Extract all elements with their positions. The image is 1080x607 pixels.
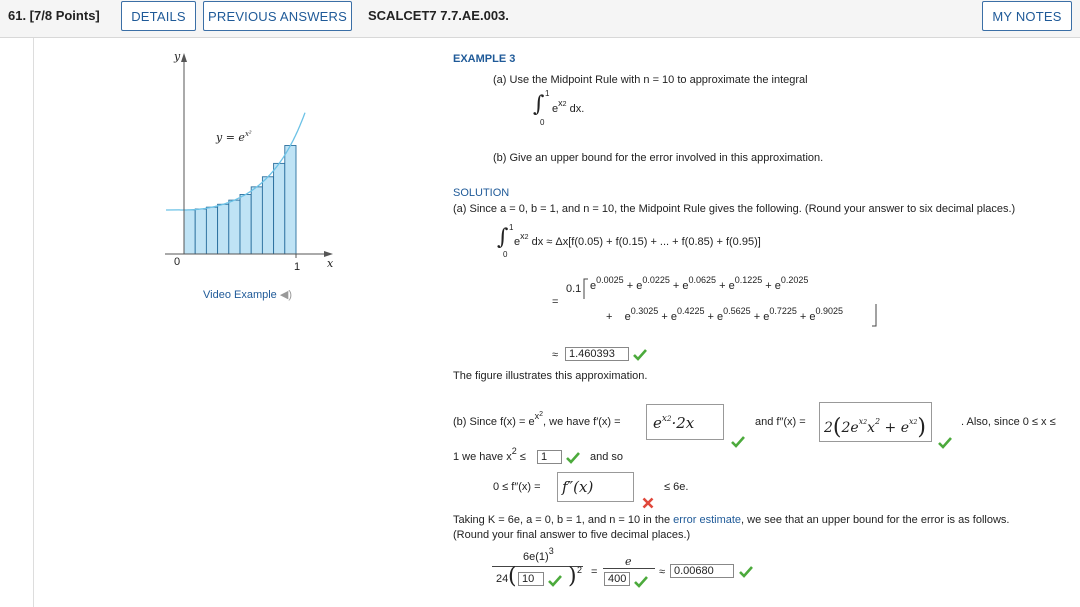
part-b-text: (b) Give an upper bound for the error involved in this approximation. [493, 152, 824, 164]
coefficient: 0.1 [566, 283, 582, 295]
video-example-link[interactable]: Video Example ◀) [203, 289, 292, 301]
midpoint-rect [251, 187, 262, 254]
inequality-input[interactable]: f″(x) [557, 472, 634, 502]
midpoint-rect [285, 146, 296, 254]
check-icon [634, 576, 648, 588]
inequality-right: ≤ 6e. [664, 481, 689, 493]
part-a-text: (a) Use the Midpoint Rule with n = 10 to approximate the integral [493, 74, 808, 86]
divider [33, 38, 34, 607]
speaker-icon: ◀) [279, 289, 292, 301]
inequality-left: 0 ≤ f″(x) = [493, 481, 541, 493]
b-intro: (b) Since $f(x) = e^{x^2}$, we have f′(x) = [453, 411, 621, 428]
answer-a-input[interactable]: 1.460393 [565, 347, 629, 361]
cross-icon [641, 497, 655, 509]
fprime-input[interactable]: $e^{x2}\cdot 2x$ [646, 404, 724, 440]
denominator-prefix: 24 [496, 573, 509, 585]
midpoint-rect [229, 200, 240, 254]
midpoint-rect [274, 163, 285, 254]
frac2-den-input[interactable]: 400 [604, 572, 630, 586]
my-notes-button[interactable]: MY NOTES [982, 1, 1072, 31]
round-note: (Round your final answer to five decimal places.) [453, 529, 691, 541]
exp-row-2: + $e^{0.3025} + e^{0.4225} + e^{0.5625} + e^{0.7225} + e^{0.9025}$ [606, 306, 844, 323]
check-icon [938, 437, 952, 449]
right-paren: ) [568, 564, 577, 589]
midpoint-figure [160, 48, 340, 273]
midpoint-rect [195, 209, 206, 254]
midpoint-rect [206, 207, 217, 254]
origin-label: 0 [174, 256, 181, 268]
also-since-text: . Also, since 0 ≤ x ≤ [961, 416, 1056, 428]
approx-sign: ≈ [552, 349, 559, 361]
and-fdouble-label: and f″(x) = [755, 416, 806, 428]
midpoint-rect [184, 210, 195, 254]
den-exponent: 2 [577, 565, 583, 575]
question-number: 61. [7/8 Points] [8, 8, 100, 23]
check-icon [548, 575, 562, 587]
equals-sign-2: = [591, 566, 598, 578]
and-so-text: and so [590, 451, 624, 463]
previous-answers-button[interactable]: PREVIOUS ANSWERS [203, 1, 352, 31]
integrand: $e^{x2}$ dx. [552, 98, 585, 115]
final-answer-input[interactable]: 0.00680 [670, 564, 734, 578]
solution-line-a: (a) Since a = 0, b = 1, and n = 10, the Midpoint Rule gives the following. (Round your answer to six decimal places.) [453, 203, 1016, 215]
midpoint-sum: $e^{x2}$ dx ≈ Δx[f(0.05) + f(0.15) + ... + f(0.85) + f(0.95)] [514, 231, 761, 248]
exp-row-1: $e^{0.0025} + e^{0.0225} + e^{0.0625} + e^{0.1225} + e^{0.2025}$ [590, 275, 809, 292]
midpoint-rect [240, 194, 251, 254]
question-id: SCALCET7 7.7.AE.003. [368, 8, 509, 23]
integral-lower-2: 0 [503, 250, 508, 259]
x-axis-label: x [327, 257, 334, 270]
figure-note: The figure illustrates this approximation. [453, 370, 648, 382]
integral-upper-2: 1 [509, 223, 514, 232]
approx-sign-2: ≈ [659, 566, 666, 578]
integral-lower: 0 [540, 118, 545, 127]
midpoint-rect [262, 177, 273, 254]
left-paren: ( [508, 564, 517, 589]
numerator: $6e(1)^3$ [523, 546, 554, 563]
frac2-numerator: e [625, 555, 632, 568]
one-we-have-text: 1 we have $x^2$ ≤ [453, 446, 526, 463]
y-axis-label: y [174, 50, 181, 63]
fraction-bar-2 [603, 568, 655, 569]
integral-sign: ∫ [533, 92, 545, 117]
integral-sign-2: ∫ [497, 225, 509, 250]
fdouble-input[interactable]: $2(2e^{x2}x^2 + e^{x2})$ [819, 402, 932, 442]
midpoint-rect [218, 204, 229, 254]
curve-label: $y = e^{x^2}$ [216, 130, 252, 144]
check-icon [731, 436, 745, 448]
check-icon [633, 349, 647, 361]
details-button[interactable]: DETAILS [121, 1, 196, 31]
x-tick-label-1: 1 [294, 261, 301, 273]
equals-sign: = [552, 296, 559, 308]
check-icon [739, 566, 753, 578]
check-icon [566, 452, 580, 464]
error-estimate-link[interactable]: error estimate [673, 514, 742, 526]
integral-upper: 1 [545, 89, 550, 98]
n-input[interactable]: 10 [518, 572, 544, 586]
question-header [0, 0, 1080, 38]
taking-k-text: Taking K = 6e, a = 0, b = 1, and n = 10 in the error estimate, we see that an upper bound for the error is as follows. [453, 514, 1010, 526]
x2-bound-input[interactable]: 1 [537, 450, 562, 464]
y-axis-arrow [181, 53, 187, 62]
example-heading: EXAMPLE 3 [453, 53, 516, 65]
solution-heading: SOLUTION [453, 187, 510, 199]
